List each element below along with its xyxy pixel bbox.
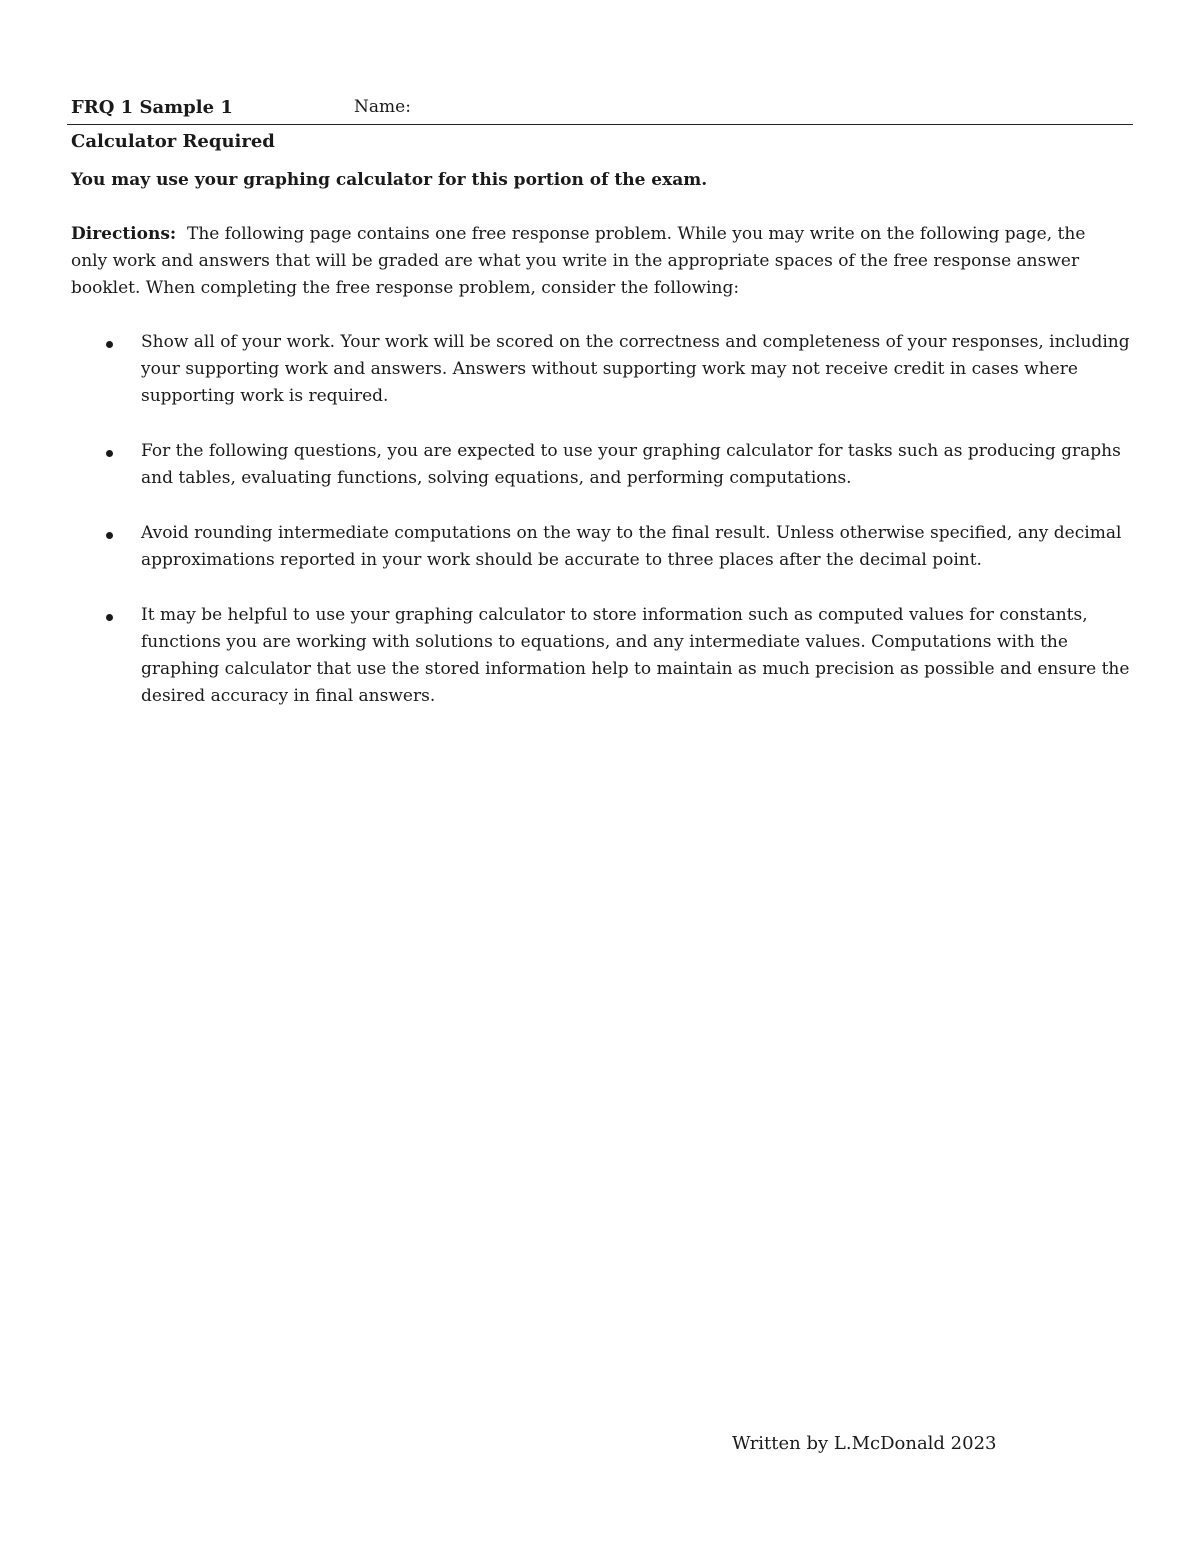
calculator-note: You may use your graphing calculator for this portion of the exam. (71, 170, 708, 190)
list-item-text: It may be helpful to use your graphing calculator to store information such as computed values for constants, functions you are working with solutions to equations, and any intermediate values. Computations with the graphing calculator that use the stored information help to maintain as much precision as possible and ensure the desired accuracy in final answers. (141, 605, 1130, 706)
list-item-text: Avoid rounding intermediate computations on the way to the final result. Unless otherwise specified, any decimal approximations reported in your work should be accurate to three places after the decimal point. (141, 523, 1122, 570)
list-item (71, 438, 1133, 492)
directions-paragraph (71, 221, 1121, 302)
name-label: Name: (354, 97, 411, 117)
instruction-list (71, 329, 1133, 738)
directions-text: The following page contains one free response problem. While you may write on the following page, the only work and answers that will be graded are what you write in the appropriate spaces of the free response answer booklet. When completing the free response problem, consider the following: (71, 224, 1086, 298)
document-id: FRQ 1 Sample 1 (71, 97, 233, 118)
list-item (71, 602, 1133, 710)
header-row (71, 97, 1133, 123)
list-item-text: For the following questions, you are expected to use your graphing calculator for tasks such as producing graphs and tables, evaluating functions, solving equations, and performing computations. (141, 441, 1121, 488)
list-item-text: Show all of your work. Your work will be scored on the correctness and completeness of your responses, including your supporting work and answers. Answers without supporting work may not receive credit in cases where supporting work is required. (141, 332, 1130, 406)
list-item (71, 520, 1133, 574)
bullet-icon (106, 341, 113, 348)
author-credit: Written by L.McDonald 2023 (732, 1433, 997, 1454)
bullet-icon (106, 614, 113, 621)
bullet-icon (106, 450, 113, 457)
header-rule (67, 124, 1133, 125)
directions-label: Directions: (71, 224, 177, 244)
bullet-icon (106, 532, 113, 539)
list-item (71, 329, 1133, 410)
section-title: Calculator Required (71, 131, 275, 152)
